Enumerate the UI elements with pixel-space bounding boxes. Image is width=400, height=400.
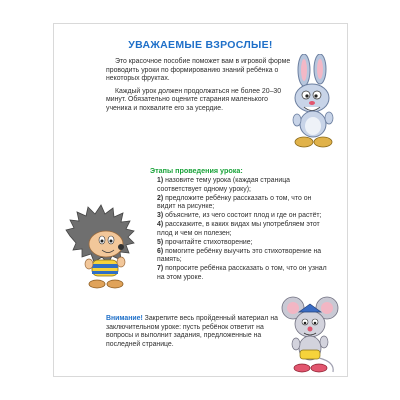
attention-note	[106, 315, 288, 349]
step-text: помогите ребёнку выучить это стихотворение на память;	[157, 247, 322, 263]
hedgehog-illustration	[64, 202, 142, 294]
attention-text: Закрепите весь пройденный материал на заключительном уроке: пусть ребёнок ответит на вопросы и выполнит задания, предложенные на последней странице.	[106, 315, 278, 348]
step-text: предложите ребёнку рассказать о том, что он видит на рисунке;	[157, 194, 312, 210]
step-item	[157, 195, 329, 212]
step-item	[157, 221, 329, 238]
step-text: объясните, из чего состоит плод и где он растёт;	[165, 212, 322, 219]
bunny-illustration	[284, 54, 346, 152]
attention-label: Внимание!	[106, 315, 143, 322]
step-item	[157, 265, 329, 282]
mouse-illustration	[279, 292, 343, 376]
step-text: попросите ребёнка рассказать о том, что он узнал на этом уроке.	[157, 265, 327, 281]
content-card	[53, 23, 348, 377]
step-number: 4)	[157, 221, 164, 228]
step-text: прочитайте стихотворение;	[165, 238, 253, 246]
step-text: назовите тему урока (каждая страница соответствует одному уроку);	[157, 177, 291, 193]
step-item	[157, 177, 329, 194]
step-number: 7)	[157, 265, 164, 272]
step-item	[157, 212, 329, 221]
step-text: расскажите, в каких видах мы употребляем этот плод и чем он полезен;	[157, 221, 320, 237]
page-title: УВАЖАЕМЫЕ ВЗРОСЛЫЕ!	[128, 39, 273, 51]
steps-list	[157, 177, 329, 283]
intro-text	[106, 58, 292, 117]
step-number: 6)	[157, 247, 164, 255]
stages-heading: Этапы проведения урока:	[150, 166, 243, 175]
step-item	[157, 239, 329, 248]
intro-paragraph-1: Это красочное пособие поможет вам в игровой форме проводить уроки по формированию знаний ребёнка о некоторых фруктах.	[106, 58, 291, 82]
step-number: 2)	[157, 194, 164, 202]
step-number: 1)	[157, 177, 164, 184]
intro-paragraph-2: Каждый урок должен продолжаться не более 20–30 минут. Обязательно оцените старания маленького ученика и похвалите его за усердие.	[106, 87, 282, 112]
step-item	[157, 248, 329, 265]
step-number: 5)	[157, 238, 164, 246]
step-number: 3)	[157, 212, 164, 219]
